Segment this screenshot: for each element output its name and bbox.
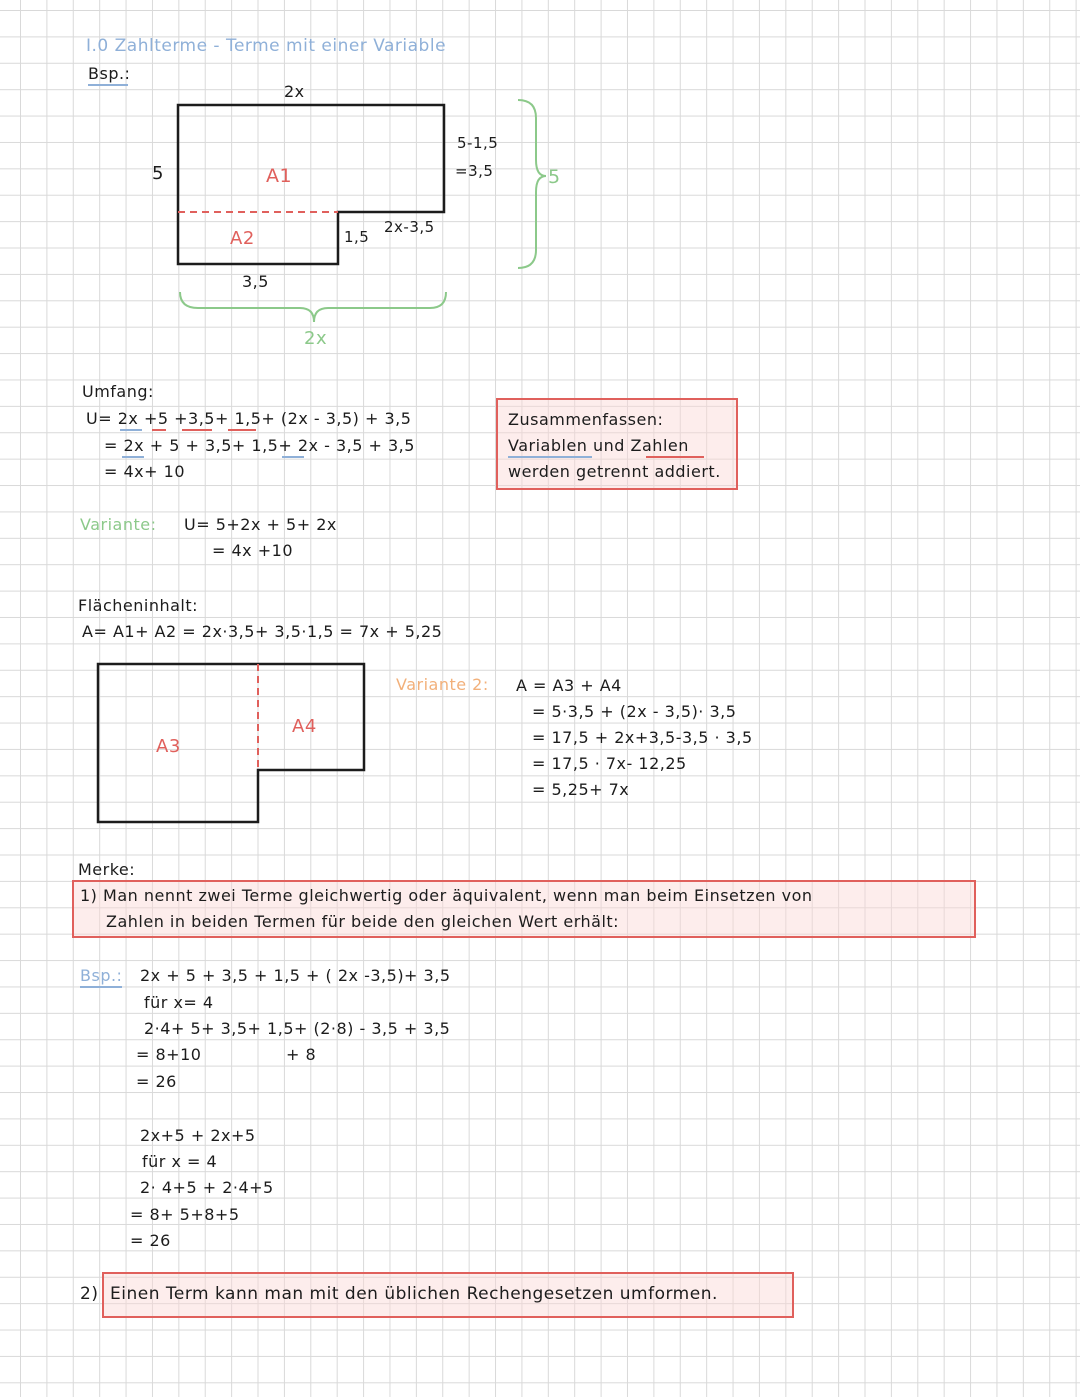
zusammenfassen-line-2: Variablen und Zahlen [508,436,689,455]
underline-zahlen [646,456,704,458]
figure2-outline [98,664,364,822]
area-a4-label: A4 [292,716,317,737]
example-label: Bsp.: [88,64,131,83]
example-a-line-4: = 8+10 [136,1045,202,1064]
example-b-line-3: 2· 4+5 + 2·4+5 [140,1178,274,1197]
page-title: I.0 Zahlterme - Terme mit einer Variable [86,36,447,56]
fig1-left-label: 5 [152,163,164,184]
fig1-right-calc: 5-1,5 [457,134,499,152]
underline-2x [120,429,142,431]
flaeche-label: Flächeninhalt: [78,596,199,615]
example-b-result: = 26 [130,1231,171,1250]
example-b-line-4: = 8+ 5+8+5 [130,1205,240,1224]
merke-rule-1-line-1: 1) Man nennt zwei Terme gleichwertig oder äquivalent, wenn man beim Einsetzen von [80,886,813,905]
example-a-result: = 26 [136,1072,177,1091]
umfang-label: Umfang: [82,382,154,401]
underline-2x-second [122,456,144,458]
l-shape-outline [178,105,444,264]
fig1-right-result: =3,5 [455,162,494,180]
example-a-line-1: 2x + 5 + 3,5 + 1,5 + ( 2x -3,5)+ 3,5 [140,966,451,985]
merke-rule-1-line-2: Zahlen in beiden Termen für beide den gleichen Wert erhält: [106,912,620,931]
example-b-line-2: für x = 4 [142,1152,218,1171]
zusammenfassen-line-3: werden getrennt addiert. [508,462,721,481]
right-brace [518,100,546,268]
bottom-brace [180,292,446,322]
fig1-bottom-label: 3,5 [242,272,269,291]
variante-2-label: Variante 2: [396,675,489,694]
variante-1-line-1: U= 5+2x + 5+ 2x [184,515,337,534]
underline-3-5 [182,429,212,431]
area-a1-label: A1 [266,165,293,187]
right-brace-label: 5 [548,166,561,188]
underline-5 [152,429,166,431]
underline-variablen [508,456,592,458]
area-a2-label: A2 [230,228,255,249]
merke-rule-2-text: Einen Term kann man mit den üblichen Rechengesetzen umformen. [110,1284,718,1304]
umfang-line-3: = 4x+ 10 [104,462,185,481]
variante-2-line-4: = 17,5 · 7x- 12,25 [532,754,687,773]
bottom-brace-label: 2x [304,328,328,349]
flaeche-formula: A= A1+ A2 = 2x·3,5+ 3,5·1,5 = 7x + 5,25 [82,622,443,641]
example-2-label-underline [80,986,122,988]
fig1-top-label: 2x [284,82,305,101]
variante-2-line-3: = 17,5 + 2x+3,5-3,5 · 3,5 [532,728,753,747]
umfang-line-2: = 2x + 5 + 3,5+ 1,5+ 2x - 3,5 + 3,5 [104,436,415,455]
zusammenfassen-title: Zusammenfassen: [508,410,664,429]
area-a3-label: A3 [156,736,181,757]
variante-2-line-2: = 5·3,5 + (2x - 3,5)· 3,5 [532,702,737,721]
example-a-line-2: für x= 4 [144,993,214,1012]
example-a-line-3: 2·4+ 5+ 3,5+ 1,5+ (2·8) - 3,5 + 3,5 [144,1019,451,1038]
variante-2-line-1: A = A3 + A4 [516,676,622,695]
fig1-step-width-label: 2x-3,5 [384,218,435,236]
variante-2-line-5: = 5,25+ 7x [532,780,630,799]
merke-rule-2-number: 2) [80,1284,99,1304]
example-a-line-4b: + 8 [286,1045,317,1064]
merke-label: Merke: [78,860,136,879]
fig1-step-label: 1,5 [344,228,370,246]
variante-1-label: Variante: [80,515,157,534]
example-2-label: Bsp.: [80,966,123,985]
umfang-line-1: U= 2x +5 +3,5+ 1,5+ (2x - 3,5) + 3,5 [86,409,412,428]
underline-1-5 [228,429,256,431]
example-b-line-1: 2x+5 + 2x+5 [140,1126,256,1145]
underline-2x-third [282,456,304,458]
variante-1-line-2: = 4x +10 [212,541,293,560]
